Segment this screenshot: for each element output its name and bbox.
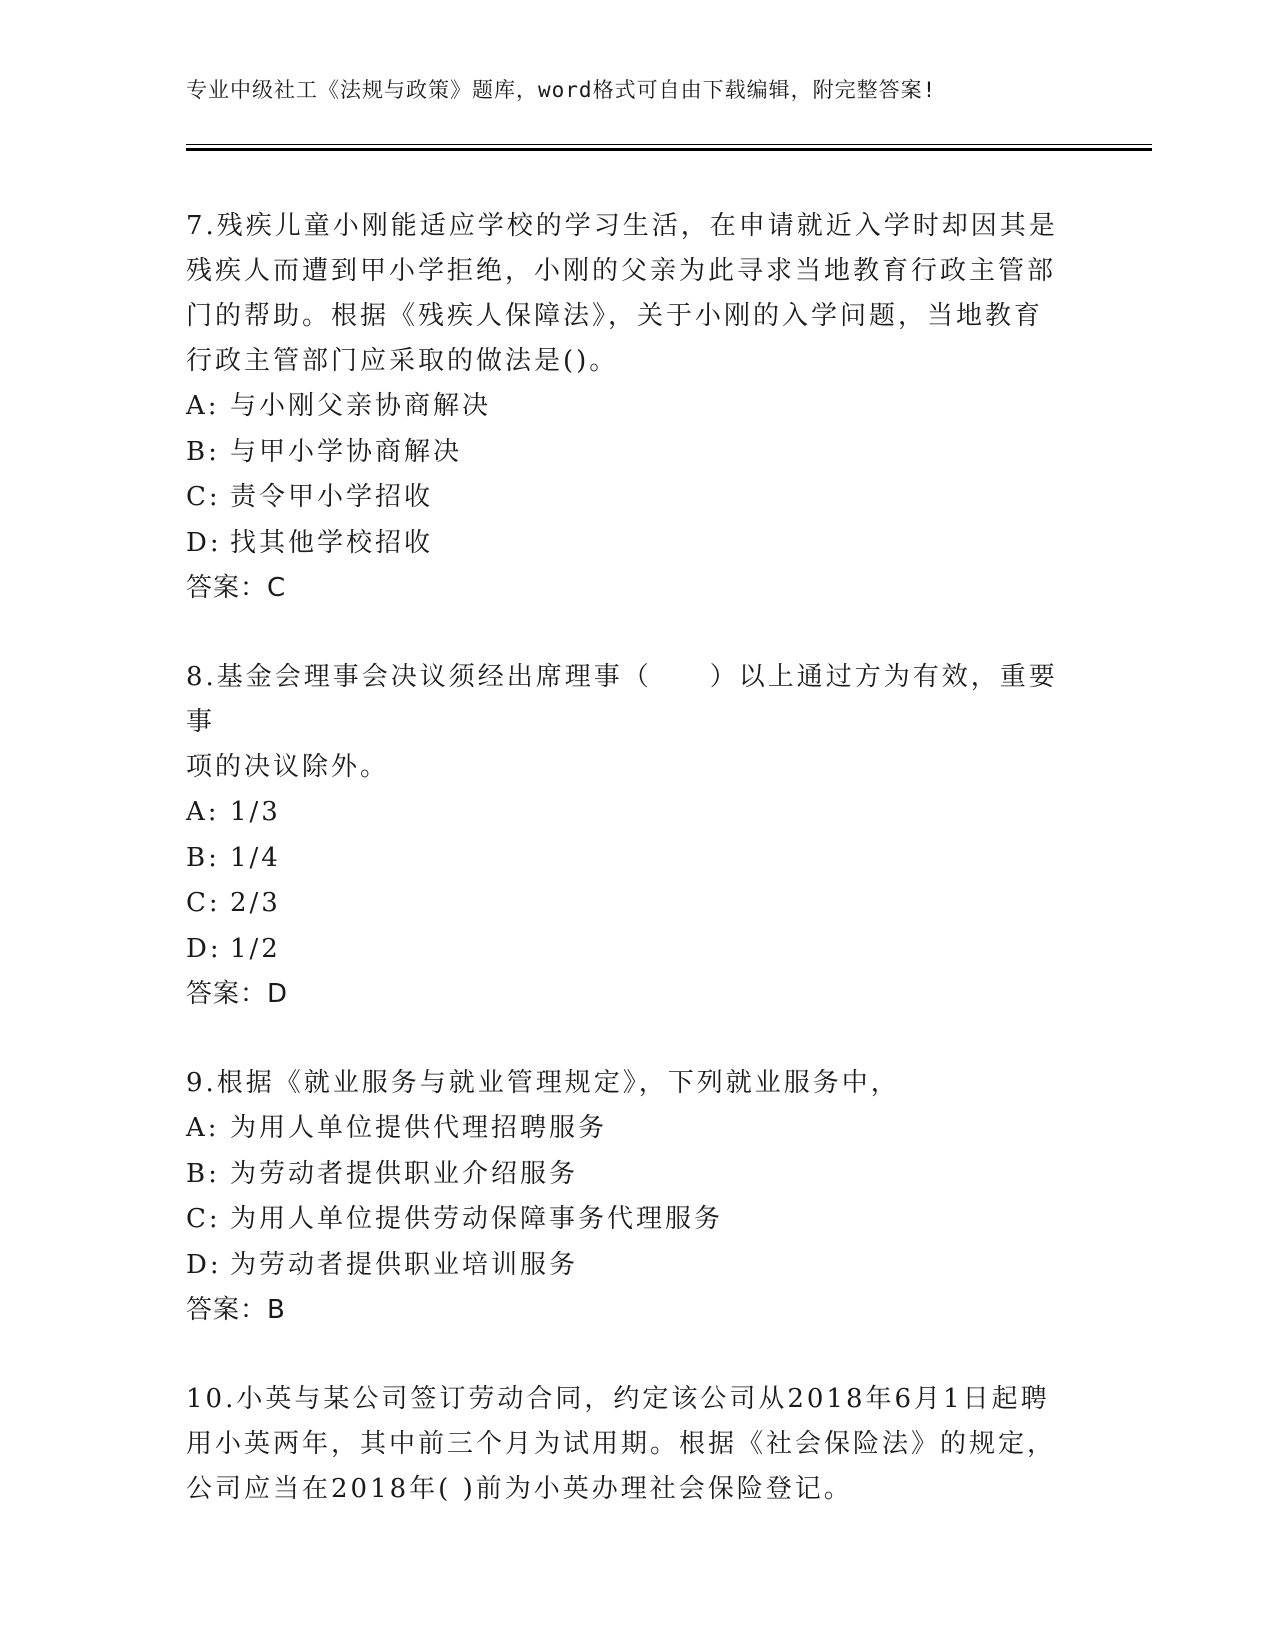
option-d [186, 927, 1086, 973]
option-text: 1/4 [230, 842, 281, 873]
question-9 [186, 1061, 1086, 1333]
question-stem: 8.基金会理事会决议须经出席理事（ ）以上通过方为有效，重要事 项的决议除外。 [186, 662, 1058, 782]
option-text: 为用人单位提供劳动保障事务代理服务 [230, 1204, 724, 1234]
document-header: 专业中级社工《法规与政策》题库，word格式可自由下载编辑，附完整答案! [186, 78, 937, 102]
option-letter: A: [186, 391, 220, 421]
question-7 [186, 204, 1086, 611]
option-d [186, 1243, 1086, 1289]
question-stem: 7.残疾儿童小刚能适应学校的学习生活，在申请就近入学时却因其是 残疾人而遭到甲小学拒绝，小刚的父亲为此寻求当地教育行政主管部 门的帮助。根据《残疾人保障法》，关于小刚的入学问题，当地教育 行政主管部门应采取的做法是()。 [186, 211, 1058, 376]
header-divider-thick [186, 148, 1152, 151]
option-b [186, 430, 1086, 476]
option-c [186, 1197, 1086, 1243]
option-letter: B: [186, 1158, 220, 1189]
option-a [186, 1106, 1086, 1152]
option-letter: A: [186, 797, 220, 827]
option-text: 与小刚父亲协商解决 [230, 391, 492, 421]
option-letter: B: [186, 842, 220, 873]
option-c [186, 475, 1086, 521]
option-text: 2/3 [230, 888, 281, 918]
question-8 [186, 655, 1086, 1017]
option-letter: D: [186, 1249, 222, 1280]
answer-line: 答案：C [186, 573, 287, 603]
question-10 [186, 1377, 1086, 1512]
option-a [186, 790, 1086, 836]
option-a [186, 384, 1086, 430]
question-list [186, 204, 1086, 1556]
option-letter: D: [186, 933, 222, 964]
option-text: 为用人单位提供代理招聘服务 [230, 1113, 608, 1143]
header-divider-thin [186, 144, 1152, 145]
option-letter: A: [186, 1113, 220, 1143]
option-letter: C: [186, 1204, 221, 1234]
option-text: 为劳动者提供职业培训服务 [230, 1249, 579, 1280]
option-text: 责令甲小学招收 [230, 482, 434, 512]
answer-line: 答案：B [186, 1295, 286, 1325]
option-text: 1/3 [230, 797, 281, 827]
question-stem: 9.根据《就业服务与就业管理规定》，下列就业服务中， [186, 1068, 900, 1098]
option-letter: C: [186, 888, 221, 918]
option-text: 找其他学校招收 [230, 527, 434, 558]
option-letter: B: [186, 436, 220, 467]
option-b [186, 836, 1086, 882]
option-letter: C: [186, 482, 221, 512]
option-text: 为劳动者提供职业介绍服务 [230, 1158, 579, 1189]
option-b [186, 1152, 1086, 1198]
option-text: 1/2 [230, 933, 281, 964]
option-d [186, 521, 1086, 567]
question-stem: 10.小英与某公司签订劳动合同，约定该公司从2018年6月1日起聘 用小英两年，其中前三个月为试用期。根据《社会保险法》的规定， 公司应当在2018年( )前为小英办理社会保险登记。 [186, 1384, 1057, 1504]
option-c [186, 881, 1086, 927]
option-letter: D: [186, 527, 222, 558]
answer-line: 答案：D [186, 979, 289, 1009]
option-text: 与甲小学协商解决 [230, 436, 463, 467]
